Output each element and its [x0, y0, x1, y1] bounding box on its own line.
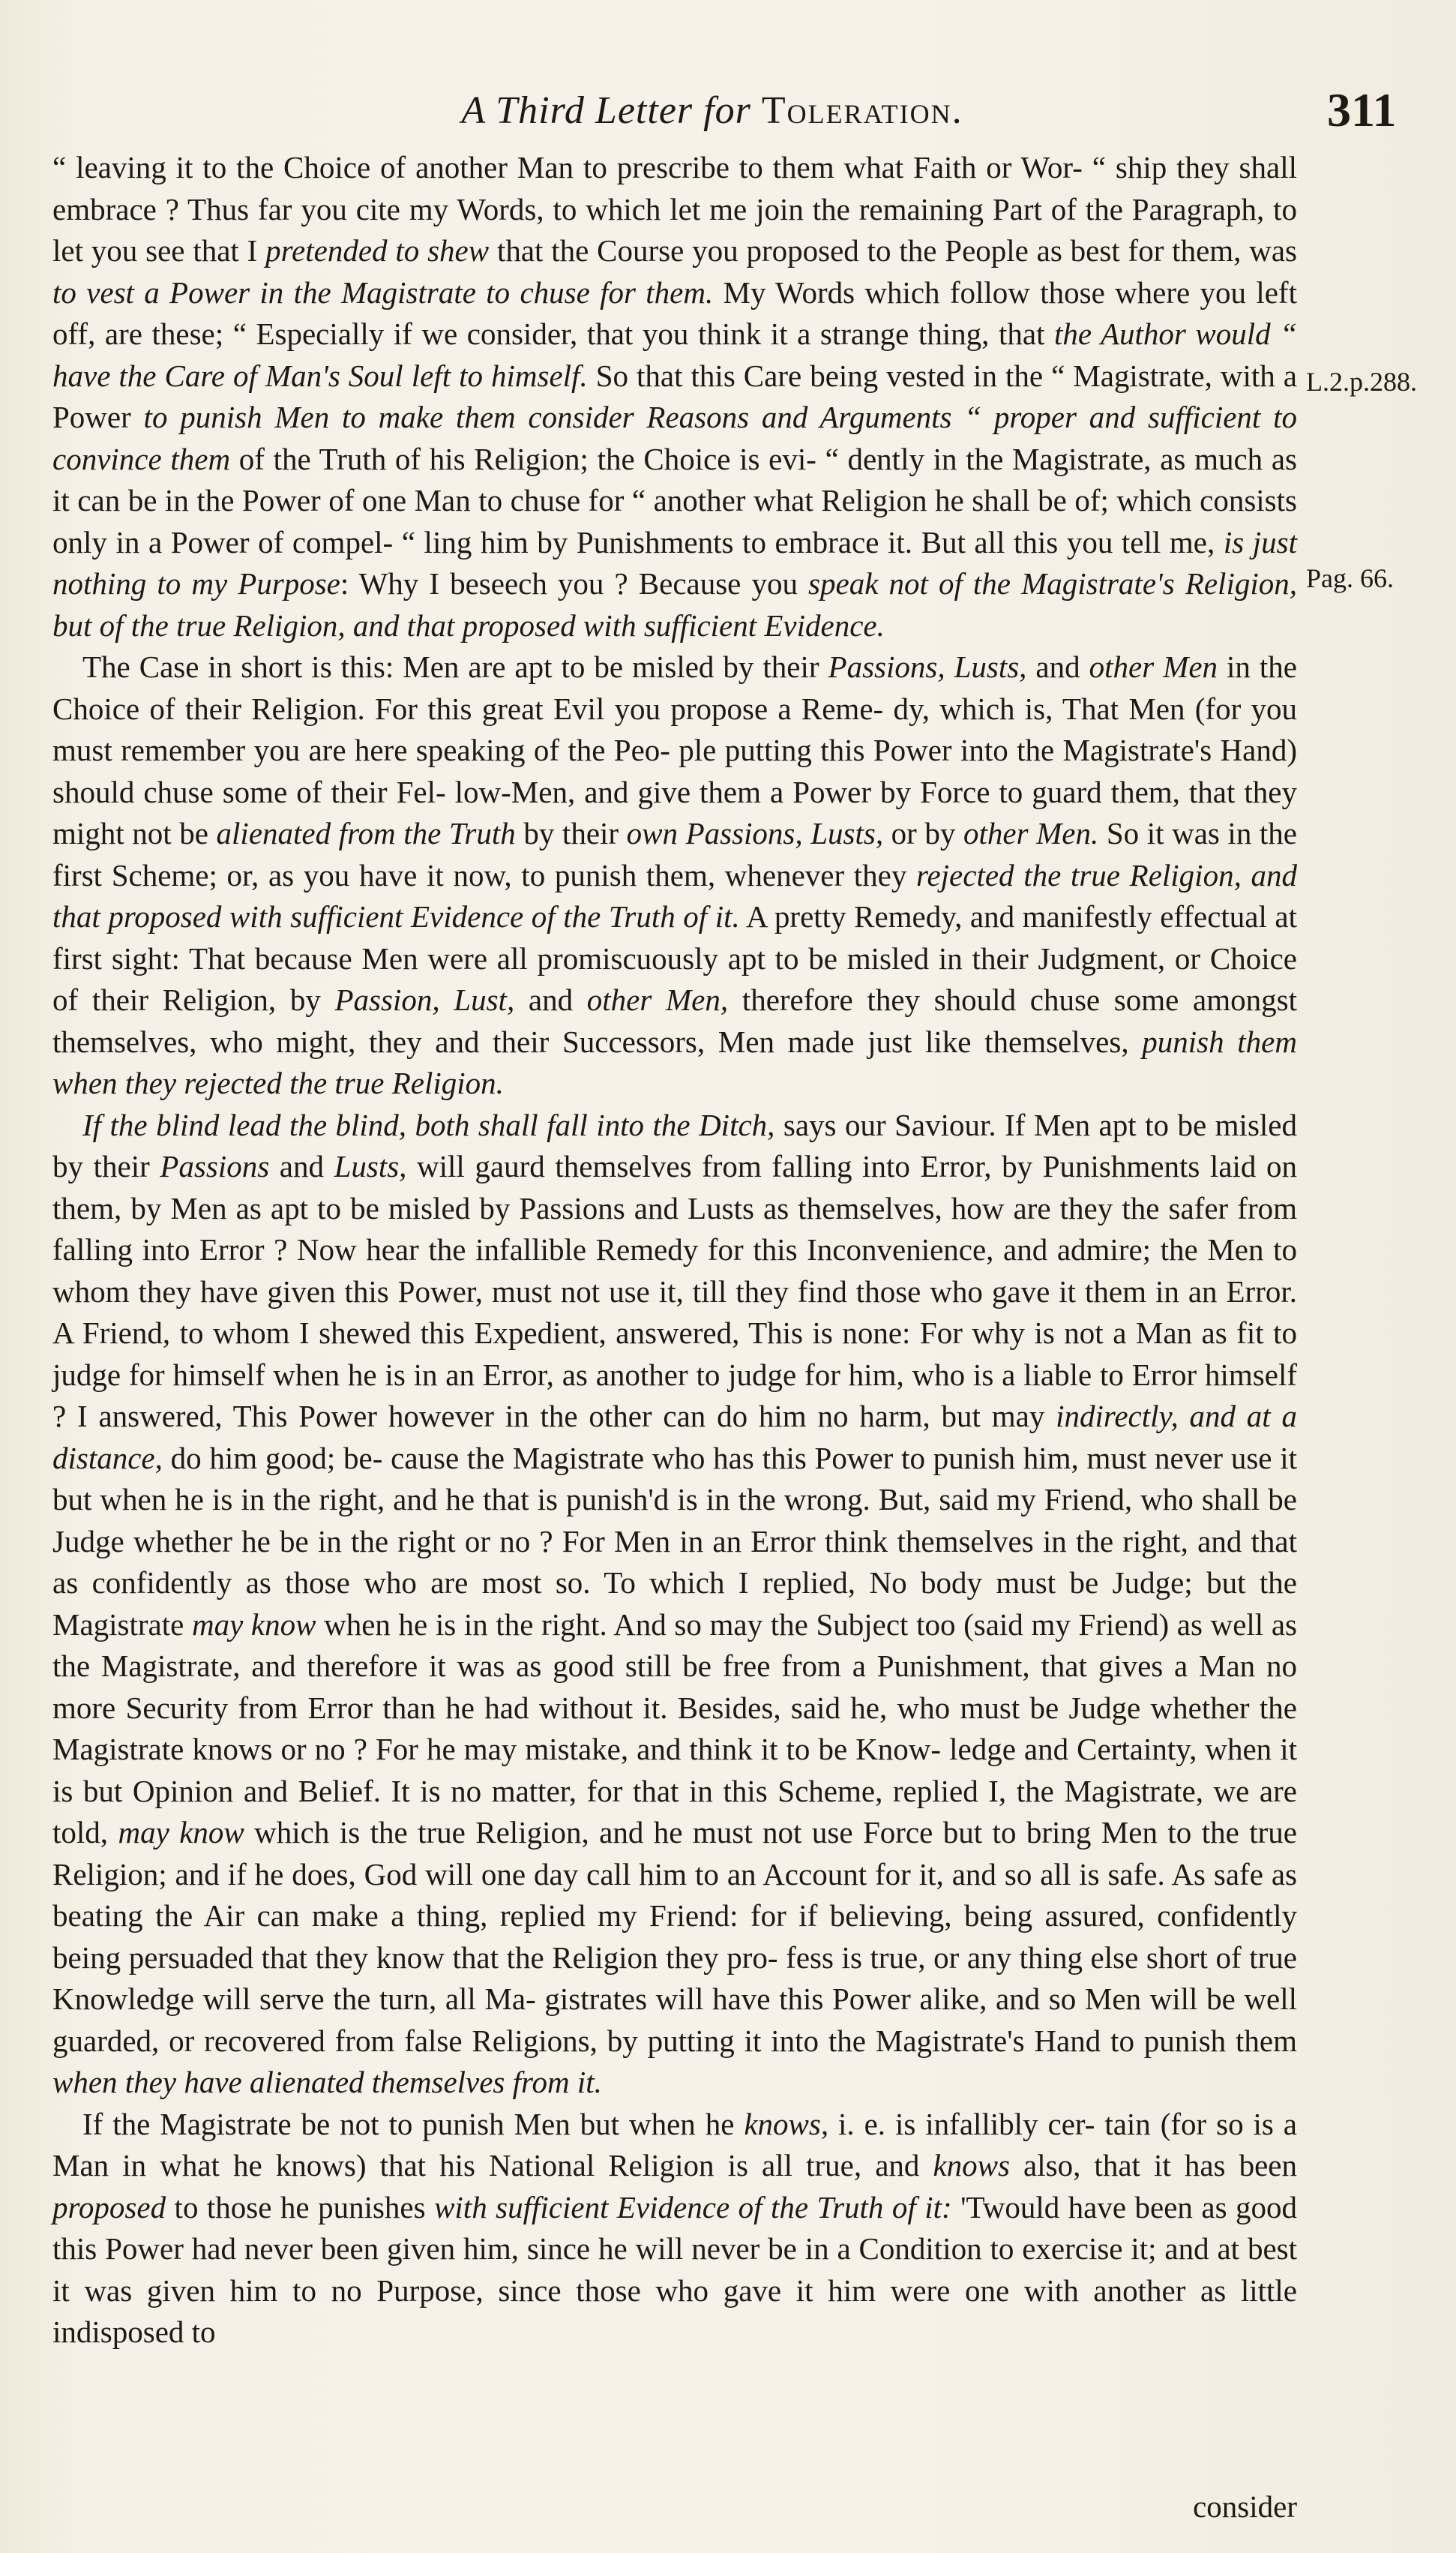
p3-italic-1: If the blind lead the blind, both shall fall into the Ditch,	[82, 1107, 775, 1142]
page-number: 311	[1327, 83, 1397, 136]
p1-italic-1: pretended to shew	[265, 233, 490, 268]
p3-text-b: and	[269, 1149, 334, 1184]
p2-italic-7: Passion, Lust,	[334, 982, 515, 1017]
p3-text-e: when he is in the right. And so may the Subject too (said my Friend) as well as the Magistrate, and therefore it was as good still be free from a Punishment, that gives a Man no more Security from Error than he had without it. Besides, said he, who must be Judge whether the Magistrate knows or no ? For he may mistake, and think it to be Know- ledge and Certainty, when it is but Opinion and Belief. It is no matter, for that in this Scheme, replied I, the Magistrate, we are told,	[52, 1606, 1297, 1850]
paragraph-3	[52, 1105, 1297, 2104]
p2-text-h: and	[514, 982, 587, 1017]
p3-italic-6: may know	[118, 1815, 244, 1850]
p3-text-d: do him good; be- cause the Magistrate who has this Power to punish him, must never use it but when he is in the right, and he that is punish'd is in the wrong. But, said my Friend, who shall be Judge whether he be in the right or no ? For Men in an Error think themselves in the right, and that as confidently as those who are most so. To which I replied, No body must be Judge; but the Magistrate	[52, 1440, 1297, 1642]
p1-italic-6: speak not of the Magistrate's Religion, but of the true Religion, and that proposed with sufficient Evidence.	[52, 566, 1297, 643]
running-head-caps: Toleration.	[761, 89, 963, 132]
p3-italic-2: Passions	[160, 1149, 270, 1184]
p1-text-c: My Words which follow those where you left off, are these; “ Especially if we consider, that you think it a strange thing, that	[52, 274, 1297, 351]
p4-text-c: also, that it has been	[1009, 2148, 1297, 2182]
p4-italic-1: knows,	[744, 2106, 829, 2141]
p3-italic-3: Lusts,	[334, 1149, 407, 1184]
running-head-title: A Third Letter for	[461, 89, 751, 132]
paragraph-1	[52, 147, 1297, 646]
p1-italic-4: to punish Men to make them consider Reasons and Arguments “ proper and sufficient to convince them	[52, 400, 1297, 476]
p1-italic-3: the Author would “ have the Care of Man's Soul left to himself.	[52, 316, 1298, 393]
p4-text-d: to those he punishes	[166, 2189, 435, 2224]
p1-text-e: of the Truth of his Religion; the Choice is evi- “ dently in the Magistrate, as much as it can be in the Power of one Man to chuse for “ another what Religion he shall be of; which consists only in a Power of compel- “ ling him by Punishments to embrace it. But all this you tell me,	[52, 441, 1297, 560]
p2-text-c: in the Choice of their Religion. For this great Evil you propose a Reme- dy, which is, That Men (for you must remember you are here speaking of the Peo- ple putting this Power into the Magistrate's Hand) should chuse some of their Fel- low-Men, and give them a Power by Force to guard them, that they might not be	[52, 650, 1297, 850]
p2-italic-4: own Passions, Lusts,	[626, 816, 884, 850]
p3-italic-4: indirectly, and at a distance,	[52, 1399, 1297, 1475]
p1-text-b: that the Course you proposed to the People as best for them, was	[489, 233, 1297, 268]
p2-italic-6: rejected the true Religion, and that proposed with sufficient Evidence of the Truth of it.	[52, 857, 1297, 934]
p2-italic-3: alienated from the Truth	[216, 816, 516, 850]
p2-text-a: The Case in short is this: Men are apt to be misled by their	[82, 650, 828, 684]
p2-italic-1: Passions, Lusts,	[828, 650, 1027, 684]
p2-text-j: therefore they should chuse some amongst themselves, who might, they and their Successors, Men made just like themselves,	[52, 982, 1297, 1059]
p4-italic-4: with sufficient Evidence of the Truth of it:	[434, 2189, 952, 2224]
p1-italic-2: to vest a Power in the Magistrate to chuse for them.	[52, 274, 714, 310]
p3-italic-7: when they have alienated themselves from it.	[52, 2065, 602, 2099]
p2-text-e: or by	[883, 816, 964, 850]
p1-text-d: So that this Care being vested in the “ Magistrate, with a Power	[52, 358, 1297, 434]
catchword: consider	[1193, 2489, 1297, 2524]
p1-text: “ leaving it to the Choice of another Man to prescribe to them what Faith or Wor- “ ship they shall embrace ? Thus far you cite my Words, to which let me join the remaining Part of the Paragraph, to let you see that I	[52, 150, 1297, 268]
p2-text-d: by their	[515, 816, 627, 850]
running-head	[375, 88, 1050, 133]
p2-italic-9: punish them when they rejected the true Religion.	[52, 1024, 1297, 1100]
p3-italic-5: may know	[191, 1606, 316, 1642]
p4-italic-3: proposed	[52, 2189, 166, 2224]
p4-text-a: If the Magistrate be not to punish Men but when he	[82, 2106, 744, 2141]
p4-italic-2: knows	[933, 2148, 1010, 2182]
p2-italic-8: other Men,	[586, 982, 729, 1017]
paragraph-4	[52, 2104, 1297, 2354]
body-text	[52, 147, 1297, 2354]
margin-note-pag-66: Pag. 66.	[1306, 563, 1394, 593]
p2-italic-5: other Men.	[963, 816, 1099, 850]
p2-text-f: So it was in the first Scheme; or, as you have it now, to punish them, whenever they	[52, 816, 1298, 892]
p3-text-c: will gaurd themselves from falling into Error, by Punishments laid on them, by Men as apt to be misled by Passions and Lusts as themselves, how are they the safer from falling into Error ? Now hear the infallible Remedy for this Inconvenience, and admire; the Men to whom they have given this Power, must not use it, till they find those who gave it them in an Error. A Friend, to whom I shewed this Expedient, answered, This is none: For why is not a Man as fit to judge for himself when he is in an Error, as another to judge for him, who is a liable to Error himself ? I answered, This Power however in the other can do him no harm, but may	[52, 1149, 1298, 1433]
p4-text-b: i. e. is infallibly cer- tain (for so is a Man in what he knows) that his National Religion is all true, and	[52, 2106, 1297, 2182]
margin-note-l2-p288: L.2.p.288.	[1306, 367, 1417, 397]
p3-text-f: which is the true Religion, and he must not use Force but to bring Men to the true Religion; and if he does, God will one day call him to an Account for it, and so all is safe. As safe as beating the Air can make a thing, replied my Friend: for if believing, being assured, confidently being persuaded that they know that the Religion they pro- fess is true, or any thing else short of true Knowledge will serve the turn, all Ma- gistrates will have this Power alike, and so Men will be well guarded, or recovered from false Religions, by putting it into the Magistrate's Hand to punish them	[52, 1815, 1297, 2058]
p3-text-a: says our Saviour. If Men apt to be misled by their	[52, 1107, 1297, 1184]
paragraph-2	[52, 646, 1297, 1105]
p1-italic-5: is just nothing to my Purpose	[52, 524, 1298, 601]
p2-italic-2: other Men	[1089, 650, 1218, 684]
p1-text-f: : Why I beseech you ? Because you	[340, 566, 809, 601]
p2-text-g: A pretty Remedy, and manifestly effectual at first sight: That because Men were all promiscuously apt to be misled in their Judgment, or Choice of their Religion, by	[52, 899, 1298, 1017]
p4-text-e: 'Twould have been as good this Power had never been given him, since he will never be in a Condition to exercise it; and at best it was given him to no Purpose, since those who gave it him were one with another as little indisposed to	[52, 2189, 1298, 2349]
p2-text-b: and	[1026, 650, 1089, 684]
